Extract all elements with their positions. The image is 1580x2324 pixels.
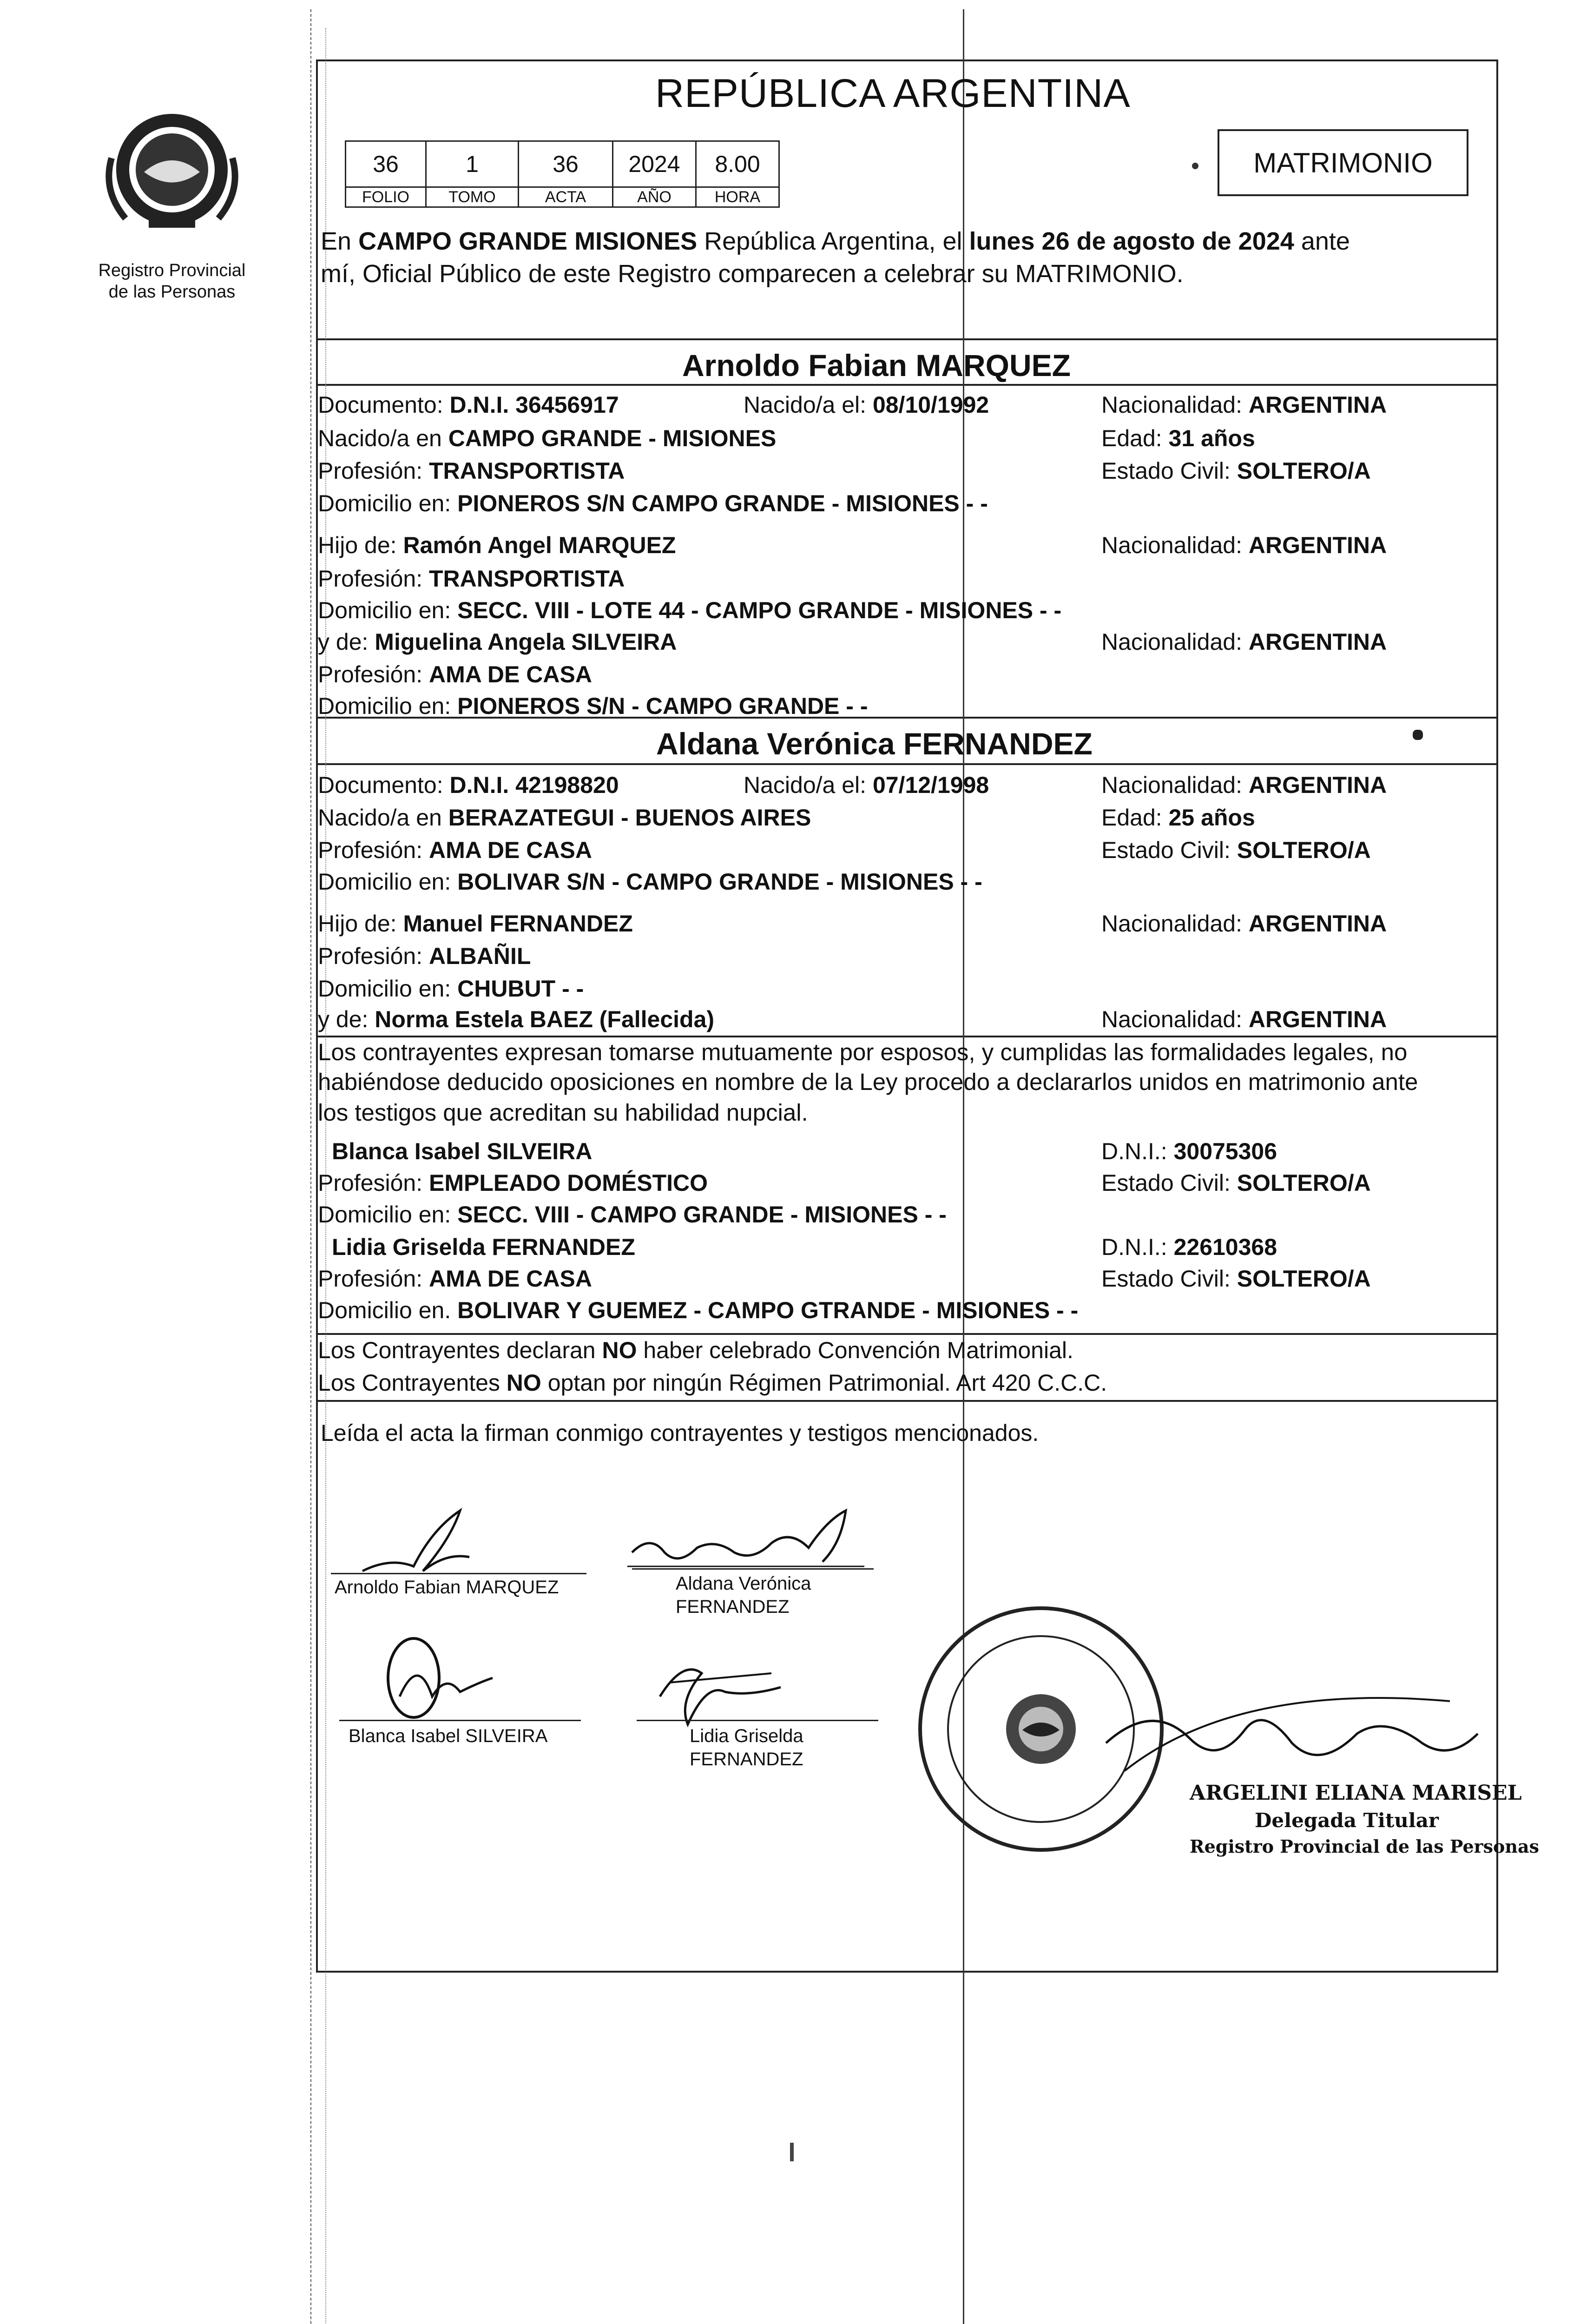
divider-party2-name xyxy=(316,763,1498,765)
logo-caption: Registro Provincial de las Personas xyxy=(98,261,246,302)
value: 30075306 xyxy=(1173,1138,1277,1164)
province-logo xyxy=(93,93,251,251)
label: Nacionalidad: xyxy=(1101,911,1249,937)
label: Domicilio en: xyxy=(318,693,458,719)
party2-mother-nationality xyxy=(1101,1008,1387,1031)
party1-address-value: PIONEROS S/N CAMPO GRANDE - MISIONES - - xyxy=(457,490,988,516)
witness2-name: Lidia Griselda FERNANDEZ xyxy=(332,1234,635,1260)
signature-aldana xyxy=(623,1501,883,1576)
intro-text: En xyxy=(321,227,359,255)
witness1-civil-status xyxy=(1101,1171,1371,1195)
party1-civil-value: SOLTERO/A xyxy=(1237,458,1371,484)
party1-mother-profession xyxy=(318,663,592,686)
ano-label: AÑO xyxy=(613,187,696,207)
witness2-dni xyxy=(1101,1235,1277,1259)
label: Estado Civil: xyxy=(1101,1266,1237,1292)
party2-mother xyxy=(318,1008,714,1031)
text: optan por ningún Régimen Patrimonial. Art 420 C.C.C. xyxy=(541,1370,1107,1396)
record-type-label: MATRIMONIO xyxy=(1253,147,1433,178)
value: BERAZATEGUI - BUENOS AIRES xyxy=(448,805,811,831)
official-role: Delegada Titular xyxy=(1255,1809,1439,1832)
party1-father-name: Ramón Angel MARQUEZ xyxy=(403,532,676,558)
intro-place: CAMPO GRANDE MISIONES xyxy=(358,227,698,255)
witness1-address xyxy=(318,1203,947,1226)
witness2-address xyxy=(318,1299,1078,1322)
declaration-line-1: Los contrayentes expresan tomarse mutuamente por esposos, y cumplidas las formalidades legales, no xyxy=(318,1039,1408,1065)
label: Estado Civil: xyxy=(1101,458,1237,484)
value: 22610368 xyxy=(1173,1234,1277,1260)
value: AMA DE CASA xyxy=(429,661,592,687)
label: Nacido/a en xyxy=(318,425,448,451)
divider-declaration xyxy=(316,1036,1498,1037)
scan-speck xyxy=(790,2143,794,2161)
folio-value: 36 xyxy=(346,141,426,187)
party2-address xyxy=(318,870,982,893)
document-title: REPÚBLICA ARGENTINA xyxy=(655,71,1131,116)
party2-birthdate xyxy=(744,773,989,797)
label: Nacionalidad: xyxy=(1101,772,1249,798)
official-signature xyxy=(1097,1664,1487,1794)
witness2-profession xyxy=(318,1267,592,1290)
text: Los Contrayentes xyxy=(318,1370,507,1396)
label: Nacionalidad: xyxy=(1101,392,1249,418)
value: ALBAÑIL xyxy=(429,943,531,969)
declaration-line-2: habiéndose deducido oposiciones en nombre de la Ley procedo a declararlos unidos en matrimonio ante xyxy=(318,1069,1418,1095)
value: AMA DE CASA xyxy=(429,1266,592,1292)
value: SECC. VIII - LOTE 44 - CAMPO GRANDE - MISIONES - - xyxy=(457,597,1062,623)
party2-age xyxy=(1101,806,1255,829)
label: D.N.I.: xyxy=(1101,1138,1174,1164)
party2-civil-status xyxy=(1101,838,1371,862)
signature-arnoldo xyxy=(353,1501,502,1580)
intro-line-2: mí, Oficial Público de este Registro comparecen a celebrar su MATRIMONIO. xyxy=(321,260,1184,288)
party2-father-nationality xyxy=(1101,912,1387,935)
party1-father-nationality xyxy=(1101,534,1387,557)
party1-father-address xyxy=(318,599,1061,622)
party1-nat: ARGENTINA xyxy=(1248,392,1387,418)
party2-father xyxy=(318,912,633,935)
label: Documento: xyxy=(318,392,450,418)
party1-born: 08/10/1992 xyxy=(872,392,989,418)
party2-name: Aldana Verónica FERNANDEZ xyxy=(656,726,1093,761)
party1-address xyxy=(318,492,988,515)
value: BOLIVAR Y GUEMEZ - CAMPO GTRANDE - MISIONES - - xyxy=(457,1297,1079,1323)
value: ARGENTINA xyxy=(1248,532,1387,558)
party2-born: 07/12/1998 xyxy=(872,772,989,798)
party1-age-value: 31 años xyxy=(1168,425,1255,451)
tomo-label: TOMO xyxy=(426,187,519,207)
record-type-box xyxy=(1218,129,1468,196)
divider-top xyxy=(316,338,1498,340)
value: BOLIVAR S/N - CAMPO GRANDE - MISIONES - - xyxy=(457,869,982,895)
witness1-dni xyxy=(1101,1140,1277,1163)
divider-closing xyxy=(316,1400,1498,1402)
witness1-name: Blanca Isabel SILVEIRA xyxy=(332,1138,592,1164)
intro-text-2: República Argentina, el xyxy=(697,227,969,255)
signature-line-1 xyxy=(331,1573,586,1574)
label: Domicilio en: xyxy=(318,976,458,1002)
value: AMA DE CASA xyxy=(429,837,592,863)
record-header-table xyxy=(345,140,780,208)
convention-line-2 xyxy=(318,1371,1107,1394)
party1-mother-name: Miguelina Angela SILVEIRA xyxy=(375,629,677,655)
party1-mother-address xyxy=(318,694,868,718)
acta-label: ACTA xyxy=(519,187,613,207)
party2-dni: D.N.I. 42198820 xyxy=(449,772,619,798)
convention-line-1 xyxy=(318,1339,1073,1362)
scan-speck xyxy=(1413,730,1423,740)
party1-profession xyxy=(318,459,625,482)
party2-nationality xyxy=(1101,773,1387,797)
signature-line-3 xyxy=(339,1720,581,1721)
label: Nacido/a el: xyxy=(744,772,873,798)
label: y de: xyxy=(318,629,375,655)
signature-caption-3: Blanca Isabel SILVEIRA xyxy=(349,1726,548,1746)
label: Nacionalidad: xyxy=(1101,1006,1249,1032)
label: Domicilio en: xyxy=(318,1202,458,1228)
folio-label: FOLIO xyxy=(346,187,426,207)
signature-blanca xyxy=(372,1627,511,1724)
witness2-civil-status xyxy=(1101,1267,1371,1290)
party1-father-profession xyxy=(318,567,625,590)
label: Domicilio en: xyxy=(318,597,458,623)
party1-dni: D.N.I. 36456917 xyxy=(449,392,619,418)
label: Nacido/a el: xyxy=(744,392,873,418)
party1-mother xyxy=(318,630,677,654)
acta-value: 36 xyxy=(519,141,613,187)
label: D.N.I.: xyxy=(1101,1234,1174,1260)
tomo-value: 1 xyxy=(426,141,519,187)
text: Los Contrayentes declaran xyxy=(318,1337,602,1363)
label: Profesión: xyxy=(318,458,429,484)
ano-value: 2024 xyxy=(613,141,696,187)
caption-line: Aldana Verónica xyxy=(676,1573,811,1594)
closing-statement: Leída el acta la firman conmigo contrayentes y testigos mencionados. xyxy=(321,1420,1039,1446)
value: ARGENTINA xyxy=(1248,911,1387,937)
label: Nacionalidad: xyxy=(1101,532,1249,558)
label: Profesión: xyxy=(318,1266,429,1292)
label: Hijo de: xyxy=(318,911,403,937)
label: Edad: xyxy=(1101,805,1169,831)
signature-caption-2 xyxy=(676,1572,811,1618)
value: SOLTERO/A xyxy=(1237,1266,1371,1292)
scan-speck xyxy=(1192,163,1198,169)
hora-value: 8.00 xyxy=(696,141,779,187)
party1-prof-value: TRANSPORTISTA xyxy=(429,458,625,484)
party1-civil-status xyxy=(1101,459,1371,482)
label: Nacido/a en xyxy=(318,805,448,831)
label: Profesión: xyxy=(318,943,429,969)
label: Domicilio en: xyxy=(318,490,458,516)
text: NO xyxy=(602,1337,637,1363)
party2-mother-name: Norma Estela BAEZ (Fallecida) xyxy=(375,1006,715,1032)
label: Domicilio en. xyxy=(318,1297,458,1323)
party1-age xyxy=(1101,427,1255,450)
label: Profesión: xyxy=(318,837,429,863)
official-name: ARGELINI ELIANA MARISEL xyxy=(1190,1781,1522,1805)
sig-text: Arnoldo xyxy=(367,1553,386,1558)
label: y de: xyxy=(318,1006,375,1032)
signature-line-4 xyxy=(637,1720,878,1721)
divider-conventions xyxy=(316,1333,1498,1335)
value: ARGENTINA xyxy=(1248,629,1387,655)
party2-nat: ARGENTINA xyxy=(1248,772,1387,798)
value: PIONEROS S/N - CAMPO GRANDE - - xyxy=(457,693,868,719)
party2-father-name: Manuel FERNANDEZ xyxy=(403,911,633,937)
witness1-profession xyxy=(318,1171,708,1195)
intro-text-3: ante xyxy=(1294,227,1350,255)
party2-document xyxy=(318,773,619,797)
label: Profesión: xyxy=(318,661,429,687)
party1-document xyxy=(318,393,619,416)
value: SOLTERO/A xyxy=(1237,837,1371,863)
value: EMPLEADO DOMÉSTICO xyxy=(429,1170,708,1196)
signature-caption-4 xyxy=(690,1724,803,1771)
party2-birthplace xyxy=(318,806,811,829)
value: CHUBUT - - xyxy=(457,976,584,1002)
label: Nacionalidad: xyxy=(1101,629,1249,655)
label: Profesión: xyxy=(318,1170,429,1196)
party1-birthdate xyxy=(744,393,989,416)
scan-line-left xyxy=(310,9,311,2324)
label: Hijo de: xyxy=(318,532,403,558)
party1-birthplace xyxy=(318,427,776,450)
caption-line: FERNANDEZ xyxy=(676,1597,790,1617)
hora-label: HORA xyxy=(696,187,779,207)
signature-line-2 xyxy=(632,1568,874,1570)
party2-father-address xyxy=(318,977,584,1000)
intro-date: lunes 26 de agosto de 2024 xyxy=(969,227,1294,255)
value: TRANSPORTISTA xyxy=(429,566,625,592)
signature-caption-1: Arnoldo Fabian MARQUEZ xyxy=(335,1577,559,1598)
label: Edad: xyxy=(1101,425,1169,451)
text: NO xyxy=(506,1370,541,1396)
label: Documento: xyxy=(318,772,450,798)
caption-line: Lidia Griselda xyxy=(690,1726,803,1746)
intro-line-1 xyxy=(321,229,1350,254)
label: Profesión: xyxy=(318,566,429,592)
party2-father-profession xyxy=(318,944,531,968)
party1-mother-nationality xyxy=(1101,630,1387,654)
party1-nationality xyxy=(1101,393,1387,416)
caption-line: FERNANDEZ xyxy=(690,1749,803,1769)
label: Domicilio en: xyxy=(318,869,458,895)
value: ARGENTINA xyxy=(1248,1006,1387,1032)
divider-party1-name xyxy=(316,384,1498,386)
text: haber celebrado Convención Matrimonial. xyxy=(637,1337,1073,1363)
value: SOLTERO/A xyxy=(1237,1170,1371,1196)
party1-birthplace-value: CAMPO GRANDE - MISIONES xyxy=(448,425,777,451)
label: Estado Civil: xyxy=(1101,1170,1237,1196)
party2-profession xyxy=(318,838,592,862)
label: Estado Civil: xyxy=(1101,837,1237,863)
official-office: Registro Provincial de las Personas xyxy=(1190,1836,1540,1857)
party1-name: Arnoldo Fabian MARQUEZ xyxy=(682,348,1071,383)
declaration-line-3: los testigos que acreditan su habilidad nupcial. xyxy=(318,1099,808,1126)
value: SECC. VIII - CAMPO GRANDE - MISIONES - - xyxy=(457,1202,947,1228)
value: 25 años xyxy=(1168,805,1255,831)
party1-father xyxy=(318,534,676,557)
